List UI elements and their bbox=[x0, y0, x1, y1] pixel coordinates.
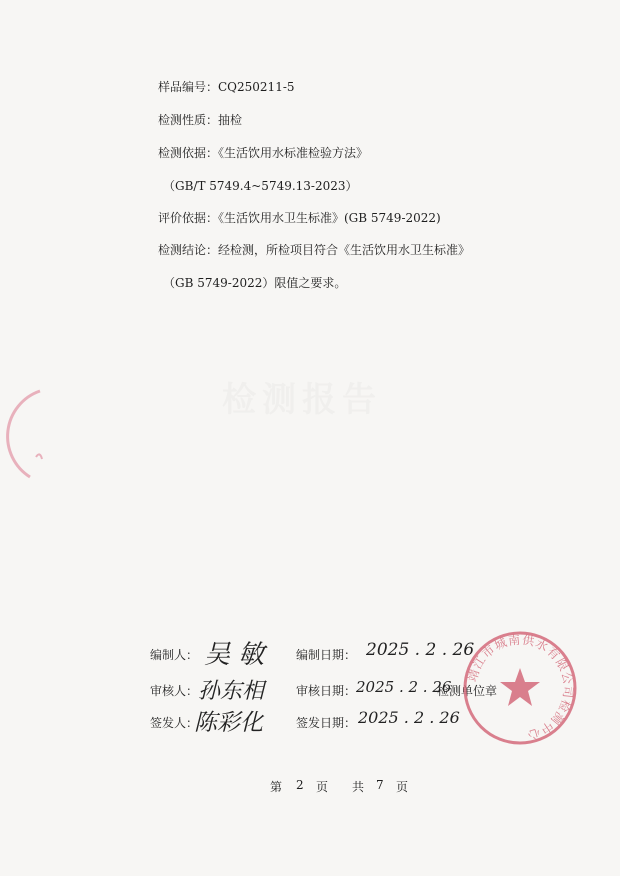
issue-date-value: 2025 . 2 . 26 bbox=[358, 708, 460, 727]
compiler-signature: 吴 敏 bbox=[204, 640, 265, 670]
test-basis-standard: （GB/T 5749.4~5749.13-2023） bbox=[163, 179, 358, 193]
compile-date-label: 编制日期： bbox=[296, 648, 357, 662]
page-number: 2 bbox=[296, 778, 304, 792]
edge-seal-stamp bbox=[0, 385, 60, 485]
issuer-signature: 陈彩化 bbox=[194, 710, 263, 736]
page-unit: 页 bbox=[316, 780, 329, 794]
test-basis: 检测依据：《生活饮用水标准检验方法》 bbox=[158, 146, 369, 160]
total-label: 共 bbox=[352, 780, 365, 794]
sample-number: 样品编号：CQ250211-5 bbox=[158, 80, 295, 94]
test-conclusion-cont: （GB 5749-2022）限值之要求。 bbox=[163, 276, 347, 290]
issuer-label: 签发人： bbox=[150, 716, 199, 730]
reviewer-label: 审核人： bbox=[150, 684, 199, 698]
page-label: 第 bbox=[270, 780, 283, 794]
reviewer-signature: 孙东相 bbox=[198, 679, 265, 704]
official-seal-stamp bbox=[460, 628, 580, 748]
unit-seal-label: 检测单位章 bbox=[437, 684, 498, 698]
review-date-value: 2025 . 2 . 26 bbox=[356, 678, 452, 696]
test-nature: 检测性质：抽检 bbox=[158, 113, 243, 127]
evaluation-basis: 评价依据：《生活饮用水卫生标准》(GB 5749-2022) bbox=[158, 211, 441, 225]
compile-date-value: 2025 . 2 . 26 bbox=[366, 640, 475, 660]
review-date-label: 审核日期： bbox=[296, 684, 357, 698]
total-unit: 页 bbox=[396, 780, 409, 794]
test-conclusion: 检测结论：经检测，所检项目符合《生活饮用水卫生标准》 bbox=[158, 243, 471, 257]
ghost-watermark-text: 检测报告 bbox=[222, 380, 382, 420]
issue-date-label: 签发日期： bbox=[296, 716, 357, 730]
seal-arc-text: 靖江市城南供水有限公司检测中心 bbox=[465, 632, 576, 743]
compiler-label: 编制人： bbox=[150, 648, 199, 662]
total-number: 7 bbox=[376, 778, 384, 792]
